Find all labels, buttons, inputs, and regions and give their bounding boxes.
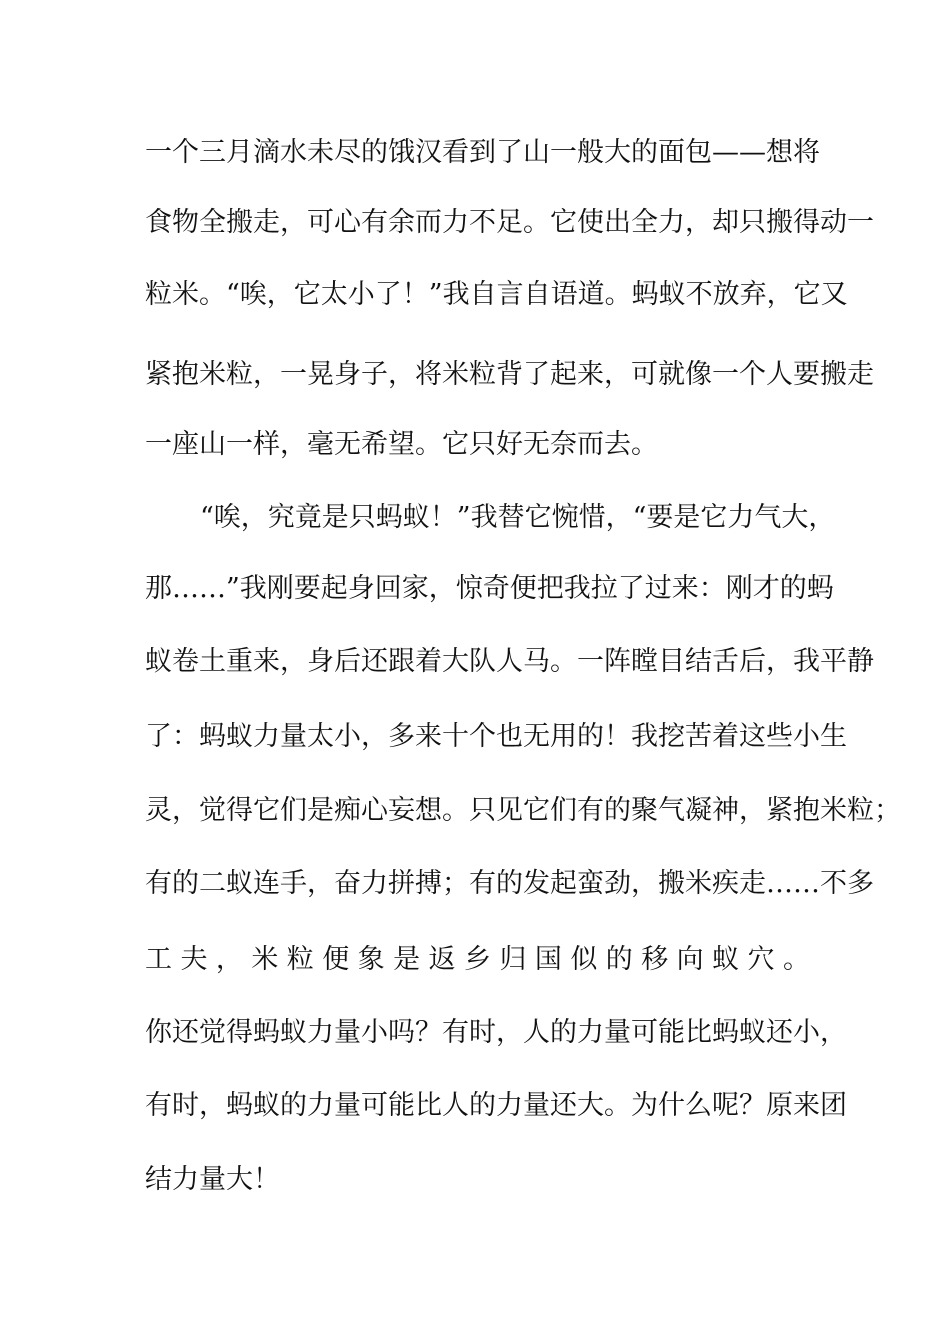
text-line-12: 工夫，米粒便象是返乡归国似的移向蚁穴。 xyxy=(145,944,810,975)
text-line-15: 结力量大！ xyxy=(145,1164,280,1195)
text-line-8: 蚁卷土重来，身后还跟着大队人马。一阵瞠目结舌后，我平静 xyxy=(145,646,874,677)
text-line-9: 了：蚂蚁力量太小，多来十个也无用的！我挖苦着这些小生 xyxy=(145,721,847,752)
text-line-1: 一个三月滴水未尽的饿汉看到了山一般大的面包——想将 xyxy=(145,137,820,168)
text-line-11: 有的二蚁连手，奋力拼搏；有的发起蛮劲，搬米疾走……不多 xyxy=(145,868,874,899)
text-line-4: 紧抱米粒，一晃身子，将米粒背了起来，可就像一个人要搬走 xyxy=(145,359,874,390)
text-line-2: 食物全搬走，可心有余而力不足。它使出全力，却只搬得动一 xyxy=(145,207,874,238)
text-line-10: 灵，觉得它们是痴心妄想。只见它们有的聚气凝神，紧抱米粒； xyxy=(145,795,901,826)
text-line-14: 有时，蚂蚁的力量可能比人的力量还大。为什么呢？原来团 xyxy=(145,1090,847,1121)
text-line-5: 一座山一样，毫无希望。它只好无奈而去。 xyxy=(145,429,658,460)
text-line-6-paragraph-start: “唉，究竟是只蚂蚁！”我替它惋惜，“要是它力气大， xyxy=(200,502,836,533)
text-line-7: 那……”我刚要起身回家，惊奇便把我拉了过来：刚才的蚂 xyxy=(145,573,834,604)
text-line-13: 你还觉得蚂蚁力量小吗？有时，人的力量可能比蚂蚁还小， xyxy=(145,1017,847,1048)
text-line-3: 粒米。“唉，它太小了！”我自言自语道。蚂蚁不放弃，它又 xyxy=(145,279,848,310)
